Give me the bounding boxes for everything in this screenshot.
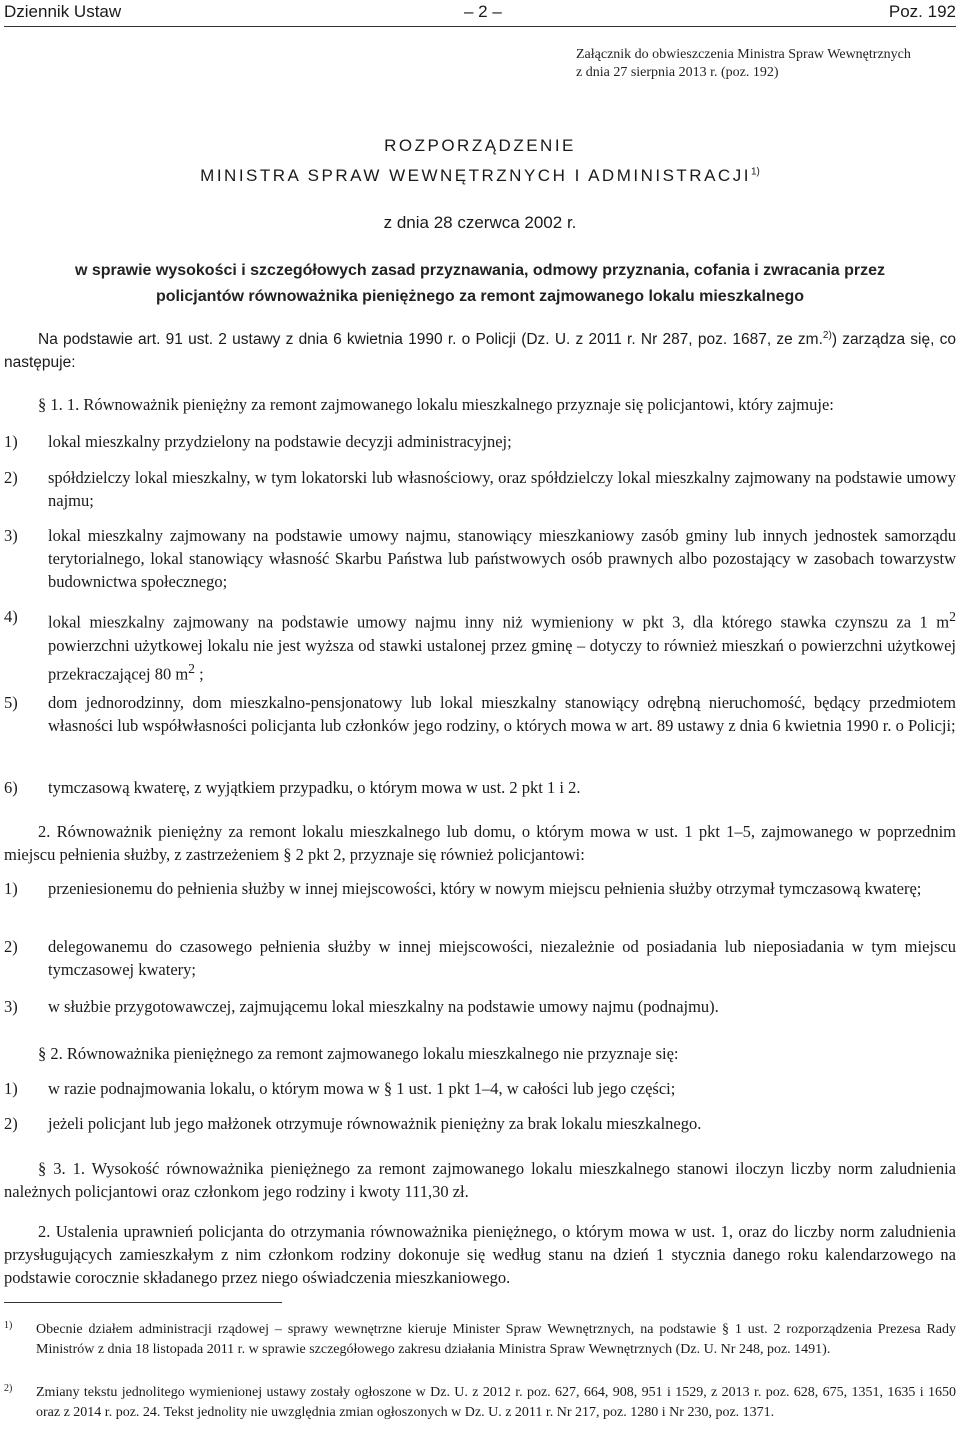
annex-note — [576, 46, 956, 82]
issuing-authority — [0, 166, 960, 186]
item-number: 3) — [4, 526, 18, 545]
item-number: 2) — [4, 1114, 18, 1133]
list-item — [4, 430, 956, 453]
act-type: ROZPORZĄDZENIE — [384, 136, 576, 155]
item-text-part: lokal mieszkalny zajmowany na podstawie umowy najmu inny niż wymieniony w pkt 3, dla którego stawka czynszu za 1 m — [48, 612, 950, 632]
footnote-rule — [4, 1302, 282, 1303]
item-text: dom jednorodzinny, dom mieszkalno-pensjonatowy lub lokal mieszkalny stanowiący odrębną nieruchomość, będący przedmiotem własności lub współwłasności policjanta lub członków jego rodziny, o których mowa w art. 89 ustawy z dnia 6 kwietnia 1990 r. o Policji; — [48, 693, 956, 735]
annex-line-2: z dnia 27 sierpnia 2013 r. (poz. 192) — [576, 65, 779, 80]
item-number: 1) — [4, 879, 18, 898]
footnote-ref-2: 2) — [822, 330, 832, 341]
footnote — [4, 1320, 956, 1360]
par1-ust1: § 1. 1. Równoważnik pieniężny za remont zajmowanego lokalu mieszkalnego przyznaje się policjantowi, który zajmuje: — [38, 395, 834, 414]
footnote-number: 1) — [4, 1320, 13, 1331]
item-number: 2) — [4, 468, 18, 487]
list-item — [4, 776, 956, 799]
item-number: 5) — [4, 693, 18, 712]
page-number: – 2 – — [464, 2, 502, 21]
journal-name: Dziennik Ustaw — [4, 2, 122, 21]
act-date: z dnia 28 czerwca 2002 r. — [383, 213, 577, 232]
item-number: 6) — [4, 778, 18, 797]
preamble-end: ) zarządza się, co następuje: — [4, 331, 957, 372]
list-item — [4, 1077, 956, 1100]
item-number: 1) — [4, 432, 18, 451]
act-subject: w sprawie wysokości i szczegółowych zasad przyznawania, odmowy przyznania, cofania i zwracania przez policjantów równoważnika pieniężnego za remont zajmowanego lokalu mieszkalnego — [74, 262, 886, 305]
item-text: tymczasową kwaterę, z wyjątkiem przypadku, o którym mowa w ust. 2 pkt 1 i 2. — [48, 778, 581, 797]
superscript: 2 — [188, 660, 196, 676]
footnote-number: 2) — [4, 1383, 13, 1394]
page-header — [4, 2, 956, 26]
item-text: lokal mieszkalny przydzielony na podstawie decyzji administracyjnej; — [48, 432, 512, 451]
footnote — [4, 1383, 956, 1423]
par3-ust2: 2. Ustalenia uprawnień policjanta do otrzymania równoważnika pieniężnego, o którym mowa w ust. 1, oraz do liczby norm zaludnienia przysługujących zamieszkałym z nim członkom rodziny dokonuje się według stanu na dzień 1 stycznia danego roku kalendarzowego na podstawie corocznie składanego przez niego oświadczenia mieszkaniowego. — [4, 1222, 956, 1287]
item-number: 3) — [4, 997, 18, 1016]
footnote-ref-1: 1) — [750, 166, 760, 178]
item-text: lokal mieszkalny zajmowany na podstawie umowy najmu, stanowiący mieszkaniowy zasób gminy lub innych jednostek samorządu terytorialnego, lokal stanowiący własność Skarbu Państwa lub państwowych osób prawnych albo pozostający w zasobach towarzystw budownictwa społecznego; — [48, 526, 956, 591]
superscript: 2 — [949, 609, 956, 624]
item-text-part: powierzchni użytkowej lokalu nie jest wyższa od stawki ustalonej przez gminę – dotyczy to również mieszkań o powierzchni użytkowej przekraczającej 80 m — [48, 635, 956, 683]
annex-line-1: Załącznik do obwieszczenia Ministra Spraw Wewnętrznych — [576, 47, 911, 62]
header-rule — [4, 26, 956, 27]
item-text: w służbie przygotowawczej, zajmującemu lokal mieszkalny na podstawie umowy najmu (podnajmu). — [48, 997, 719, 1016]
list-item — [4, 1112, 956, 1135]
list-item — [4, 995, 956, 1018]
preamble — [4, 324, 956, 374]
item-number: 4) — [4, 607, 18, 626]
list-item — [4, 691, 956, 737]
par2-intro: § 2. Równoważnika pieniężnego za remont zajmowanego lokalu mieszkalnego nie przyznaje się: — [38, 1044, 679, 1063]
item-number: 2) — [4, 937, 18, 956]
par3-ust1: § 3. 1. Wysokość równoważnika pieniężnego za remont zajmowanego lokalu mieszkalnego stanowi iloczyn liczby norm zaludnienia należnych policjantowi oraz członkom jego rodziny i kwoty 111,30 zł. — [4, 1159, 956, 1201]
item-number: 1) — [4, 1079, 18, 1098]
list-item — [4, 605, 956, 685]
item-text: spółdzielczy lokal mieszkalny, w tym lokatorski lub własnościowy, oraz spółdzielczy lokal mieszkalny zajmowany na podstawie umowy najmu; — [48, 468, 956, 510]
item-text: jeżeli policjant lub jego małżonek otrzymuje równoważnik pieniężny za brak lokalu mieszkalnego. — [48, 1114, 702, 1133]
preamble-text: Na podstawie art. 91 ust. 2 ustawy z dnia 6 kwietnia 1990 r. o Policji (Dz. U. z 2011 r. Nr 287, poz. 1687, ze zm. — [38, 331, 823, 349]
position-number: Poz. 192 — [888, 2, 956, 21]
item-text-part: ; — [195, 664, 204, 683]
list-item — [4, 877, 956, 900]
item-text: w razie podnajmowania lokalu, o którym mowa w § 1 ust. 1 pkt 1–4, w całości lub jego części; — [48, 1079, 676, 1098]
list-item — [4, 524, 956, 593]
item-text — [48, 605, 956, 685]
footnote-text: Obecnie działem administracji rządowej – sprawy wewnętrzne kieruje Minister Spraw Wewnętrznych, na podstawie § 1 ust. 2 rozporządzenia Prezesa Rady Ministrów z dnia 18 listopada 2011 r. w sprawie szczegółowego zakresu działania Ministra Spraw Wewnętrznych (Dz. U. Nr 248, poz. 1491). — [36, 1322, 956, 1357]
par1-ust2: 2. Równoważnik pieniężny za remont lokalu mieszkalnego lub domu, o którym mowa w ust. 1 pkt 1–5, zajmowanego w poprzednim miejscu pełnienia służby, z zastrzeżeniem § 2 pkt 2, przyznaje się również policjantowi: — [4, 822, 956, 864]
list-item — [4, 466, 956, 512]
list-item — [4, 935, 956, 981]
authority-name: MINISTRA SPRAW WEWNĘTRZNYCH I ADMINISTRACJI — [200, 166, 751, 185]
footnote-text: Zmiany tekstu jednolitego wymienionej ustawy zostały ogłoszone w Dz. U. z 2012 r. poz. 627, 664, 908, 951 i 1529, z 2013 r. poz. 628, 675, 1351, 1635 i 1650 oraz z 2014 r. poz. 24. Tekst jednolity nie uwzględnia zmian ogłoszonych w Dz. U. z 2011 r. Nr 217, poz. 1280 i Nr 230, poz. 1371. — [36, 1385, 956, 1420]
item-text: delegowanemu do czasowego pełnienia służby w innej miejscowości, niezależnie od posiadania lub nieposiadania w tym miejscu tymczasowej kwatery; — [48, 937, 956, 979]
item-text: przeniesionemu do pełnienia służby w innej miejscowości, który w nowym miejscu pełnienia służby otrzymał tymczasową kwaterę; — [48, 879, 922, 898]
